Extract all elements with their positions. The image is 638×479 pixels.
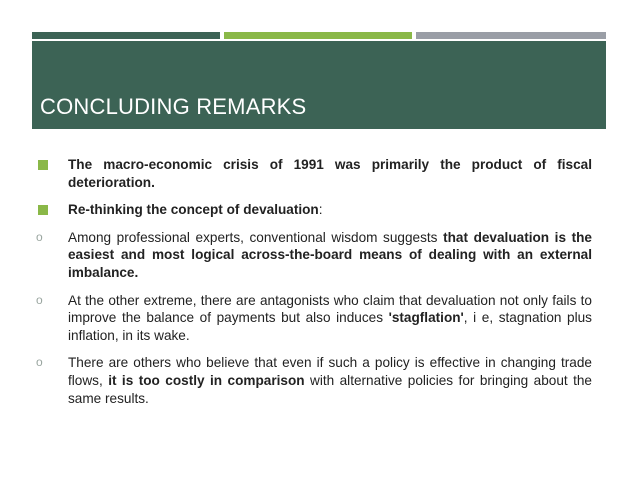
bullet-bold-text: it is too costly in comparison (108, 372, 305, 388)
square-bullet-icon (38, 205, 48, 215)
bullet-bold-text: 'stagflation' (388, 310, 464, 326)
bullet-text: At the other extreme, there are antagonists who claim that devaluation not only fails to improve the balance of payments but also induces (68, 292, 592, 326)
bullet-text: The macro-economic crisis of 1991 was primarily the product of fiscal deterioration. (68, 157, 592, 190)
slide-body (36, 156, 592, 417)
slide-title: CONCLUDING REMARKS (40, 94, 307, 119)
circle-bullet-icon: o (36, 355, 43, 370)
sub-bullet-item (36, 292, 592, 345)
accent-bar-gray (416, 32, 606, 39)
circle-bullet-icon: o (36, 229, 43, 244)
sub-bullet-item (36, 354, 592, 407)
bullet-text: Among professional experts, conventional wisdom suggests (68, 229, 444, 245)
bullet-item (36, 201, 592, 219)
bullet-text: : (318, 202, 323, 218)
sub-bullet-item (36, 229, 592, 282)
bullet-bold-text: Re-thinking the concept of devaluation (68, 202, 319, 218)
accent-bar-dark-green (32, 32, 220, 39)
accent-bar-light-green (224, 32, 412, 39)
bullet-bold-text: that devaluation is the easiest and most logical across-the-board means of dealing with an external imbalance. (68, 229, 592, 280)
square-bullet-icon (38, 160, 48, 170)
bullet-text: There are others who believe that even if such a policy is effective in changing trade flows, (68, 355, 592, 388)
bullet-text-end: with alternative policies for bringing about the same results. (68, 372, 592, 406)
bullet-text-end: , i e, stagnation plus inflation, in its wake. (68, 310, 592, 343)
bullet-item (36, 156, 592, 191)
circle-bullet-icon: o (36, 292, 43, 307)
